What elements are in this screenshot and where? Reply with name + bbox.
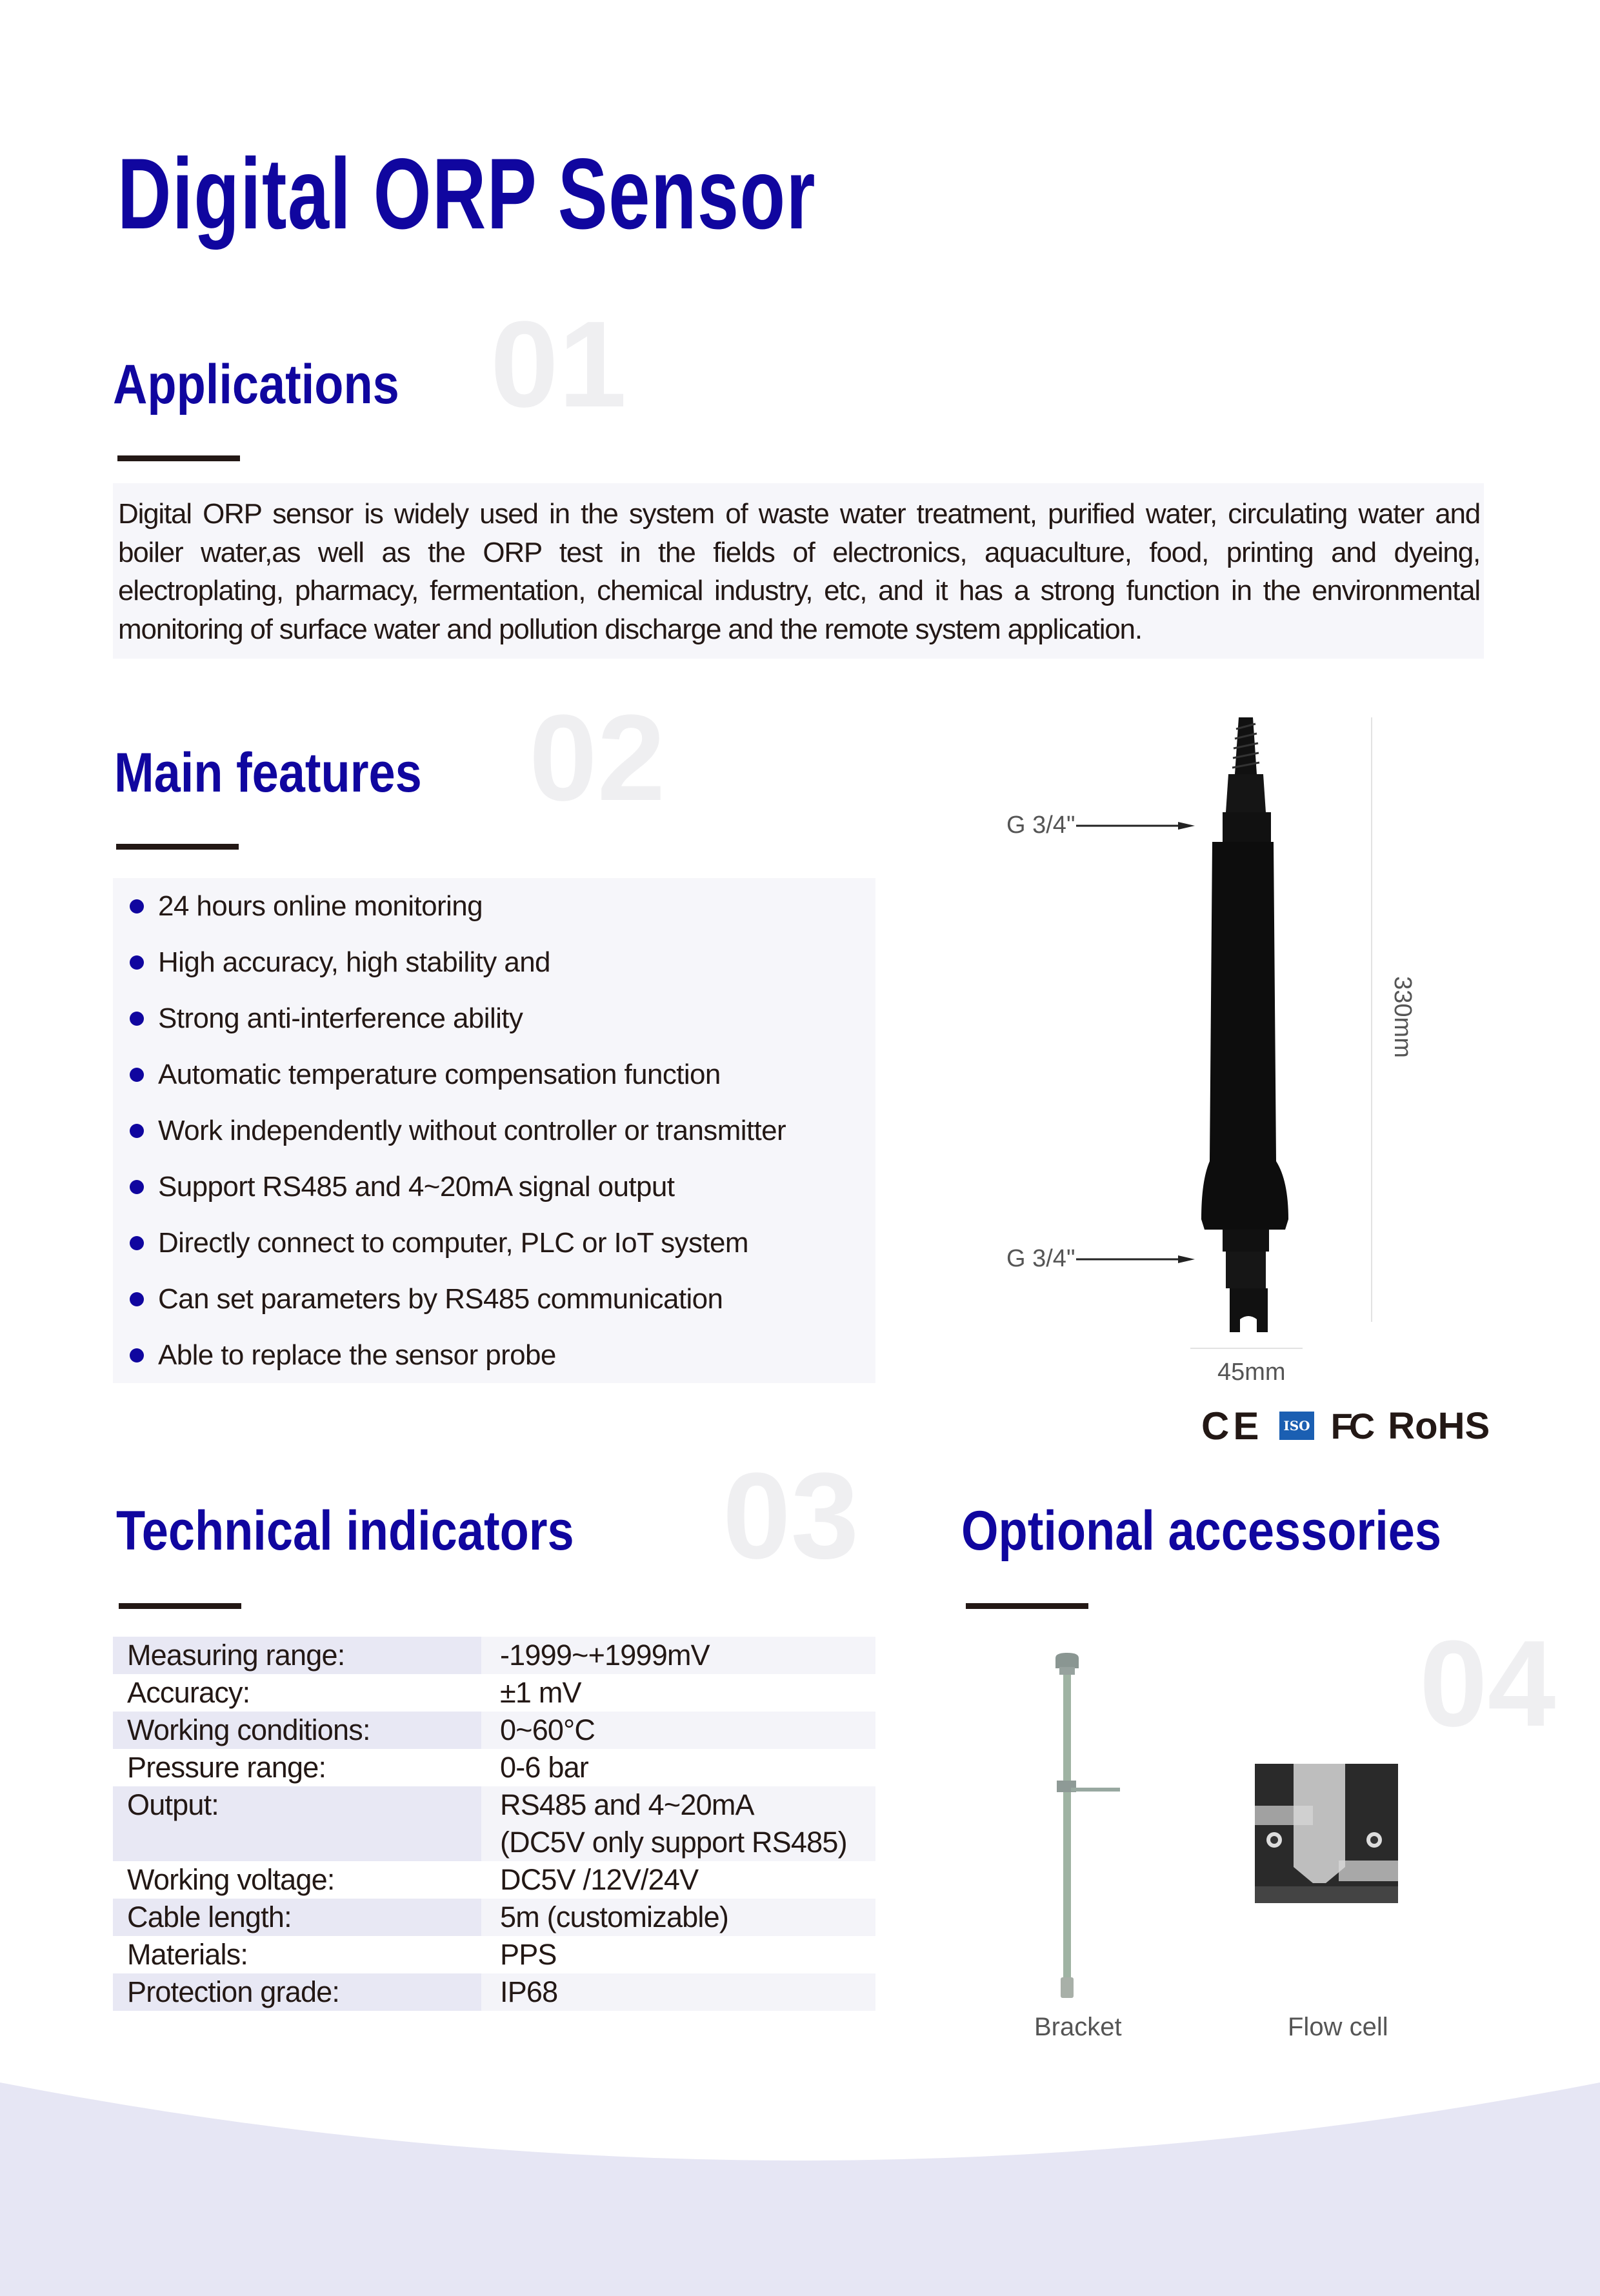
accessory-label-flow-cell: Flow cell (1288, 2013, 1388, 2041)
sensor-image (1161, 710, 1316, 1342)
feature-text: Automatic temperature compensation function (158, 1058, 721, 1090)
spec-value-line: RS485 and 4~20mA (500, 1788, 754, 1821)
bullet-icon (130, 1012, 144, 1026)
feature-text: Strong anti-interference ability (158, 1002, 523, 1034)
table-row (113, 1786, 875, 1861)
feature-text: Work independently without controller or transmitter (158, 1114, 786, 1146)
fcc-mark-icon: FC (1330, 1405, 1372, 1446)
spec-label: Working conditions: (113, 1712, 481, 1749)
heading-underline (117, 455, 240, 461)
certifications (1201, 1404, 1490, 1448)
section-number: 03 (723, 1448, 859, 1584)
list-item (113, 878, 483, 934)
section-number: 01 (490, 296, 627, 433)
table-row (113, 1899, 875, 1936)
spec-label: Materials: (127, 1938, 248, 1971)
list-item (113, 1103, 786, 1159)
spec-value: -1999~+1999mV (481, 1637, 875, 1674)
feature-text: Can set parameters by RS485 communication (158, 1283, 723, 1315)
table-row (113, 1749, 875, 1786)
list-item (113, 1159, 674, 1215)
feature-text: 24 hours online monitoring (158, 890, 483, 922)
ce-mark-icon: CE (1201, 1404, 1263, 1448)
heading-underline (966, 1603, 1088, 1609)
list-item (113, 1271, 723, 1327)
iso-mark-icon: ISO (1279, 1412, 1314, 1440)
arrow-right-icon (1075, 819, 1197, 832)
rohs-mark-icon: RoHS (1388, 1404, 1490, 1447)
width-dimension-line (1190, 1348, 1303, 1349)
section-heading-accessories: Optional accessories (961, 1500, 1442, 1562)
table-row (113, 1936, 875, 1973)
spec-label: Measuring range: (113, 1637, 481, 1674)
flow-cell-image (1255, 1764, 1398, 1903)
feature-text: Able to replace the sensor probe (158, 1339, 556, 1371)
spec-label: Pressure range: (127, 1751, 326, 1784)
table-row (113, 1712, 875, 1749)
heading-underline (119, 1603, 241, 1609)
spec-value: IP68 (481, 1973, 875, 2011)
bullet-icon (130, 1292, 144, 1306)
section-heading-features: Main features (114, 742, 422, 804)
list-item (113, 1215, 748, 1271)
applications-panel (113, 483, 1484, 659)
section-number: 02 (529, 690, 666, 826)
spec-label: Protection grade: (113, 1973, 481, 2011)
spec-label: Working voltage: (127, 1863, 335, 1896)
length-dimension-line (1371, 717, 1372, 1322)
table-row (113, 1861, 875, 1899)
bullet-icon (130, 1068, 144, 1082)
applications-text: Digital ORP sensor is widely used in the system of waste water treatment, purified water, circulating water and boiler water,as well as the ORP test in the fields of electronics, aquaculture, food, printing and dyeing, electroplating, pharmacy, fermentation, chemical industry, etc, and it has a strong function in the environmental monitoring of surface water and pollution discharge and the remote system application. (118, 498, 1480, 645)
list-item (113, 1327, 556, 1383)
spec-label: Output: (113, 1786, 481, 1861)
bullet-icon (130, 955, 144, 970)
length-label: 330mm (1388, 976, 1416, 1058)
spec-value: DC5V /12V/24V (500, 1863, 699, 1896)
section-number: 04 (1419, 1615, 1556, 1752)
spec-value (481, 1786, 875, 1861)
feature-text: Directly connect to computer, PLC or IoT system (158, 1226, 748, 1259)
spec-value: 0~60°C (481, 1712, 875, 1749)
bullet-icon (130, 1180, 144, 1194)
spec-value: 5m (customizable) (481, 1899, 875, 1936)
bullet-icon (130, 1236, 144, 1250)
list-item (113, 934, 550, 990)
spec-value: PPS (500, 1938, 557, 1971)
table-row (113, 1637, 875, 1674)
table-row (113, 1674, 875, 1712)
feature-text: Support RS485 and 4~20mA signal output (158, 1170, 675, 1203)
section-heading-applications: Applications (113, 354, 399, 415)
spec-value-line: (DC5V only support RS485) (500, 1826, 847, 1859)
bullet-icon (130, 1348, 144, 1363)
spec-value: ±1 mV (500, 1676, 581, 1709)
feature-text: High accuracy, high stability and (158, 946, 550, 978)
bracket-image (1045, 1652, 1129, 2003)
thread-bottom-label: G 3/4" (1006, 1245, 1075, 1272)
arrow-right-icon (1075, 1253, 1197, 1266)
accessory-label-bracket: Bracket (1034, 2013, 1122, 2041)
spec-label: Cable length: (113, 1899, 481, 1936)
page-title: Digital ORP Sensor (117, 138, 816, 250)
list-item (113, 1046, 721, 1103)
spec-value: 0-6 bar (500, 1751, 588, 1784)
table-row (113, 1973, 875, 2011)
spec-label: Accuracy: (127, 1676, 250, 1709)
thread-top-label: G 3/4" (1006, 812, 1075, 839)
list-item (113, 990, 523, 1046)
heading-underline (116, 844, 239, 850)
bullet-icon (130, 899, 144, 913)
section-heading-technical: Technical indicators (116, 1500, 574, 1562)
features-list (113, 878, 875, 1383)
footer-wave (0, 2064, 1600, 2296)
width-label: 45mm (1217, 1359, 1286, 1386)
bullet-icon (130, 1124, 144, 1138)
spec-table (113, 1637, 875, 2011)
